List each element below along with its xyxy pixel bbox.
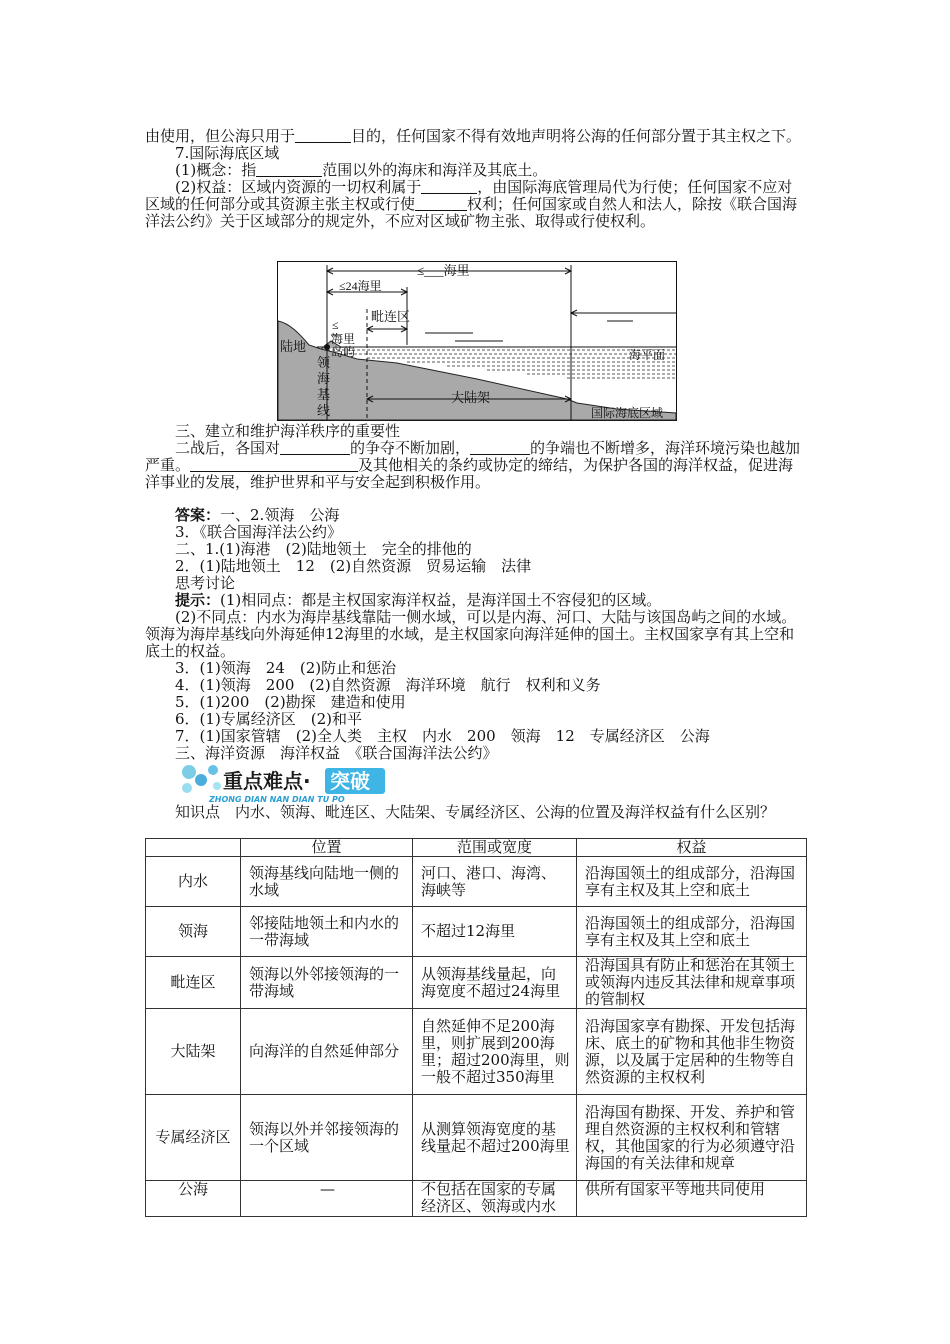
table-cell: 公海 (146, 1181, 241, 1217)
answer-line: (2)不同点：内水为海岸基线靠陆一侧水域，可以是内海、河口、大陆与该国岛屿之间的水域。领海为海岸基线向外海延伸12海里的水域，是主权国家向海洋延伸的国土。主权国家享有其上空和底土的权益。 (145, 608, 797, 660)
answer-line: 思考讨论 (175, 574, 236, 592)
baseline-label-char: 基 (317, 388, 331, 403)
fill-blank[interactable] (256, 163, 322, 177)
answer-line: 4．(1)领海 200 (2)自然资源 海洋环境 航行 权利和义务 (175, 676, 601, 694)
shelf-label: 大陆架 (451, 391, 491, 406)
intro-section (145, 128, 807, 230)
sea-level-label: 海平面 (629, 348, 666, 362)
answer-line: 2．(1)陆地领土 12 (2)自然资源 贸易运输 法律 (175, 557, 532, 575)
table-cell: 不超过12海里 (413, 907, 577, 957)
table-cell: 毗连区 (146, 957, 241, 1009)
table-cell: — (241, 1181, 413, 1217)
nm-label: ≤___海里 (417, 263, 470, 278)
nm-small-label: 海里 (331, 332, 356, 346)
section-three-paragraph (145, 440, 807, 491)
land-label: 陆地 (280, 340, 307, 355)
table-row (146, 957, 807, 1009)
table-row (146, 1181, 807, 1217)
answer-line: 3．《联合国海洋法公约》 (175, 523, 343, 541)
banner-title: 重点难点· (223, 769, 311, 793)
concept-line (145, 162, 807, 179)
section-three-title: 三、建立和维护海洋秩序的重要性 (175, 422, 401, 440)
text: ，由国际海底管理局代为行使；任何国家不应对区域的任何部分或其资源主张主权或行使 (145, 178, 793, 213)
baseline-label-char: 线 (317, 404, 331, 419)
answers-label: 答案： (175, 506, 221, 524)
table-cell: 邻接陆地领土和内水的一带海域 (241, 907, 413, 957)
molecule-icon (182, 765, 221, 793)
island-label: 岛屿 (331, 345, 356, 359)
text: 权利；任何国家或自然人和法人，除按《联合国海洋法公约》关于区域部分的规定外，不应对区域矿物主张、取得或行使权利。 (145, 195, 798, 230)
table-cell: 沿海国家享有勘探、开发包括海床、底土的矿物和其他非生物资源，以及属于定居种的生物等自然资源的主权权利 (577, 1009, 807, 1095)
text: 二战后，各国对 (175, 439, 281, 457)
maritime-zones-diagram (277, 261, 677, 421)
text: 目的，任何国家不得有效地声明将公海的任何部分置于其主权之下。 (351, 127, 802, 145)
seabed-label: 国际海底区域 (591, 406, 664, 420)
answer-line (145, 507, 807, 524)
contiguous-label: 毗连区 (371, 310, 411, 325)
table-cell: 从测算领海宽度的基线量起不超过200海里 (413, 1095, 577, 1181)
rights-paragraph (145, 179, 807, 230)
knowledge-point: 知识点 内水、领海、毗连区、大陆架、专属经济区、公海的位置及海洋权益有什么区别？ (175, 803, 776, 821)
table-row (146, 907, 807, 957)
table-header: 范围或宽度 (413, 839, 577, 857)
table-cell: 供所有国家平等地共同使用 (577, 1181, 807, 1217)
maritime-zones-table (145, 838, 807, 1217)
fill-blank[interactable] (280, 441, 350, 455)
table-cell: 从领海基线量起，向海宽度不超过24海里 (413, 957, 577, 1009)
table-cell: 领海 (146, 907, 241, 957)
table-cell: 内水 (146, 857, 241, 907)
table-cell: 沿海国领土的组成部分，沿海国享有主权及其上空和底土 (577, 857, 807, 907)
fill-blank[interactable] (421, 180, 477, 194)
table-cell: 领海基线向陆地一侧的水域 (241, 857, 413, 907)
text: (1)概念：指 (175, 161, 257, 179)
tip-label: 提示： (175, 591, 221, 609)
table-cell: 自然延伸不足200海里，则扩展到200海里；超过200海里，则一般不超过350海里 (413, 1009, 577, 1095)
fill-blank[interactable] (470, 441, 530, 455)
banner-pinyin: ZHONG DIAN NAN DIAN TU PO (209, 795, 345, 804)
text: 的争端也不断增多，海洋环境污染也越加严重。 (145, 439, 801, 474)
nm24-label: ≤24海里 (339, 279, 382, 293)
le-label: ≤ (332, 318, 339, 332)
text: (2)权益：区域内资源的一切权利属于 (175, 178, 422, 196)
item7-title: 7.国际海底区域 (175, 144, 280, 162)
answer-line: 7．(1)国家管辖 (2)全人类 主权 内水 200 领海 12 专属经济区 公海 (175, 727, 710, 745)
answer-line: 6．(1)专属经济区 (2)和平 (175, 710, 363, 728)
table-row (146, 1095, 807, 1181)
table-cell: 向海洋的自然延伸部分 (241, 1009, 413, 1095)
table-header (146, 839, 241, 857)
table-cell: 领海以外邻接领海的一带海域 (241, 957, 413, 1009)
text: 及其他相关的条约或协定的缔结，为保护各国的海洋权益，促进海洋事业的发展，维护世界和平与安全起到积极作用。 (145, 456, 794, 491)
answer-line: 3．(1)领海 24 (2)防止和惩治 (175, 659, 397, 677)
table-cell: 沿海国具有防止和惩治在其领土或领海内违反其法律和规章事项的管制权 (577, 957, 807, 1009)
key-points-banner (175, 760, 415, 804)
answers-section (145, 507, 807, 762)
table-cell: 沿海国有勘探、开发、养护和管理自然资源的主权权利和管辖权，其他国家的行为必须遵守沿海国的有关法律和规章 (577, 1095, 807, 1181)
text: 的争夺不断加剧， (350, 439, 471, 457)
answer-line (145, 592, 807, 609)
answer-line: 三、海洋资源 海洋权益 《联合国海洋法公约》 (175, 744, 498, 762)
intro-paragraph (145, 128, 807, 145)
table-cell: 领海以外并邻接领海的一个区域 (241, 1095, 413, 1181)
text: 一、2.领海 公海 (220, 506, 340, 524)
table-row (146, 1009, 807, 1095)
answer-line: 二、1.(1)海港 (2)陆地领土 完全的排他的 (175, 540, 472, 558)
text: (1)相同点：都是主权国家海洋权益，是海洋国土不容侵犯的区域。 (220, 591, 662, 609)
table-header: 权益 (577, 839, 807, 857)
table-cell: 沿海国领土的组成部分，沿海国享有主权及其上空和底土 (577, 907, 807, 957)
table-header-row (146, 839, 807, 857)
table-cell: 河口、港口、海湾、海峡等 (413, 857, 577, 907)
fill-blank[interactable] (295, 129, 351, 143)
table-row (146, 857, 807, 907)
section-three (145, 423, 807, 491)
text: 由使用，但公海只用于 (145, 127, 296, 145)
baseline-label-char: 领 (317, 356, 331, 371)
baseline-label-char: 海 (317, 372, 331, 387)
table-cell: 大陆架 (146, 1009, 241, 1095)
text: 范围以外的海床和海洋及其底土。 (322, 161, 548, 179)
fill-blank[interactable] (415, 197, 467, 211)
table-header: 位置 (241, 839, 413, 857)
fill-blank[interactable] (190, 458, 358, 472)
table-cell: 不包括在国家的专属经济区、领海或内水 (413, 1181, 577, 1217)
banner-highlight: 突破 (330, 769, 370, 793)
answer-line: 5．(1)200 (2)勘探 建造和使用 (175, 693, 406, 711)
table-cell: 专属经济区 (146, 1095, 241, 1181)
